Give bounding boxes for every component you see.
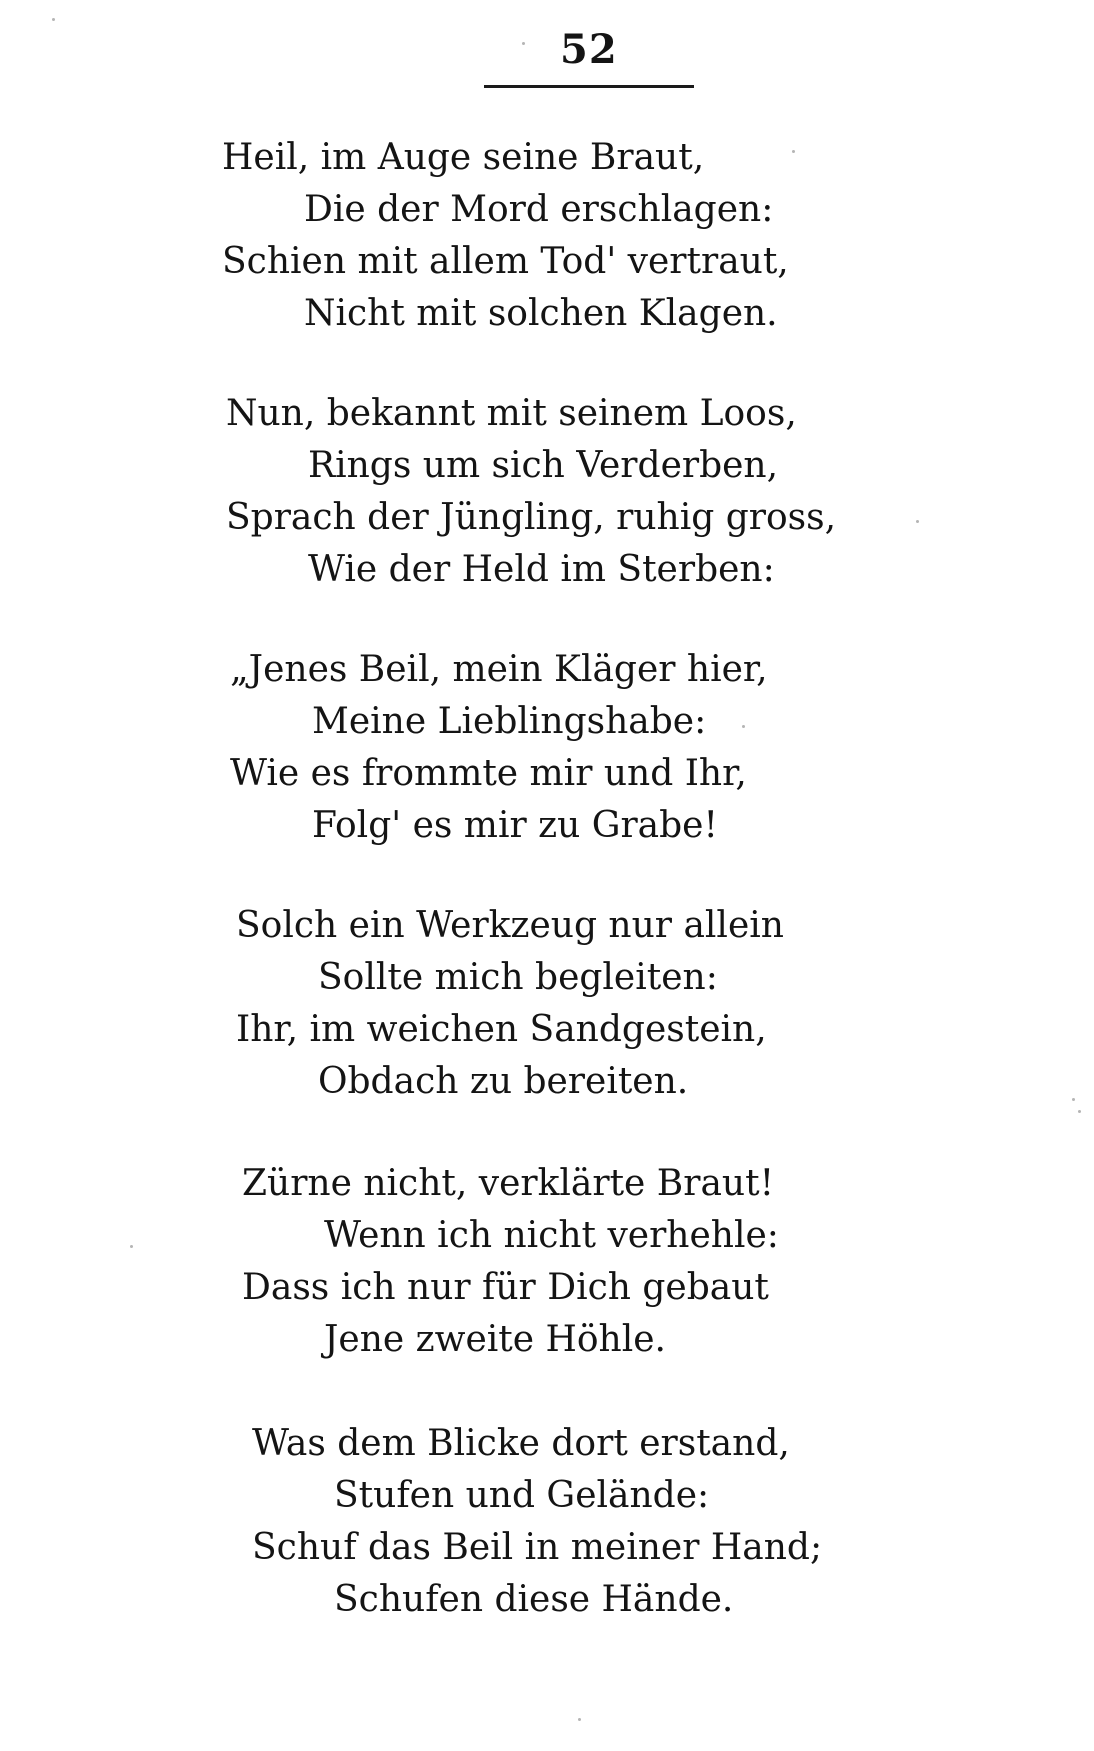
verse-line: Schien mit allem Tod' vertraut, (222, 241, 789, 282)
paper-speck (130, 1245, 133, 1248)
verse-line: Nicht mit solchen Klagen. (304, 293, 778, 334)
verse-line: Zürne nicht, verklärte Braut! (242, 1163, 775, 1204)
paper-speck (52, 18, 55, 21)
verse-line: Meine Lieblingshabe: (312, 701, 707, 742)
stanza-5 (242, 1158, 779, 1366)
verse-line: Jene zweite Höhle. (324, 1319, 666, 1360)
verse-line: Ihr, im weichen Sandgestein, (236, 1009, 767, 1050)
verse-line: Dass ich nur für Dich gebaut (242, 1267, 769, 1308)
verse-line: Sprach der Jüngling, ruhig gross, (226, 497, 837, 538)
header-rule (484, 85, 694, 88)
verse-line: Obdach zu bereiten. (318, 1061, 689, 1102)
verse-line: Wie es frommte mir und Ihr, (230, 753, 747, 794)
paper-speck (522, 42, 525, 45)
verse-line: Wie der Held im Sterben: (308, 549, 775, 590)
verse-line: Rings um sich Verderben, (308, 445, 779, 486)
paper-speck (916, 520, 919, 523)
paper-speck (792, 150, 795, 153)
verse-line: Stufen und Gelände: (334, 1475, 710, 1516)
stanza-3 (230, 644, 768, 852)
stanza-2 (226, 388, 836, 596)
verse-line: Nun, bekannt mit seinem Loos, (226, 393, 797, 434)
verse-line: „Jenes Beil, mein Kläger hier, (230, 649, 768, 690)
stanza-4 (236, 900, 784, 1108)
verse-line: Schuf das Beil in meiner Hand; (252, 1527, 823, 1568)
verse-line: Schufen diese Hände. (334, 1579, 734, 1620)
page-number: 52 (560, 26, 618, 73)
paper-speck (578, 1718, 581, 1721)
verse-line: Folg' es mir zu Grabe! (312, 805, 718, 846)
paper-speck (1078, 1110, 1081, 1113)
verse-line: Sollte mich begleiten: (318, 957, 718, 998)
stanza-6 (252, 1418, 822, 1626)
paper-speck (1072, 1098, 1075, 1101)
verse-line: Heil, im Auge seine Braut, (222, 137, 705, 178)
paper-speck (742, 725, 745, 728)
verse-line: Solch ein Werkzeug nur allein (236, 905, 784, 946)
stanza-1 (222, 132, 789, 340)
verse-line: Die der Mord erschlagen: (304, 189, 774, 230)
verse-line: Wenn ich nicht verhehle: (324, 1215, 779, 1256)
verse-line: Was dem Blicke dort erstand, (252, 1423, 790, 1464)
